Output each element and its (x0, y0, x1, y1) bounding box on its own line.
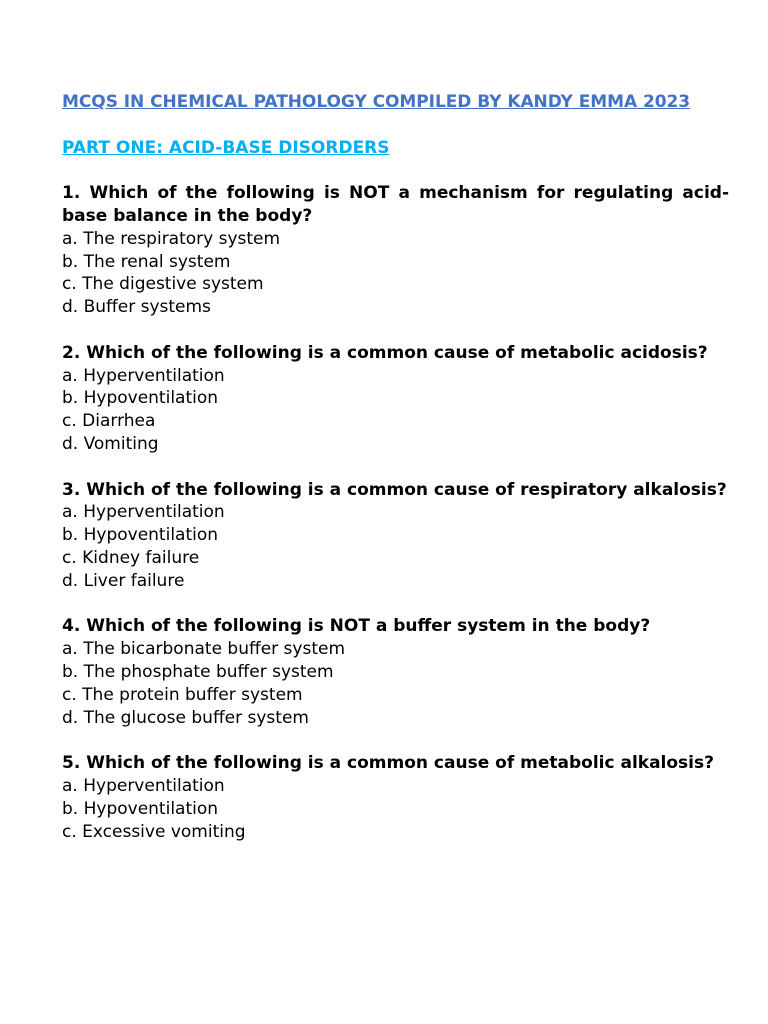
answer-option-d: d. Liver failure (62, 570, 185, 591)
answer-option-b: b. The renal system (62, 251, 231, 272)
question-stem: 4. Which of the following is NOT a buffer system in the body? (62, 616, 651, 637)
document-page (62, 91, 729, 843)
answer-options (62, 228, 729, 319)
answer-option-c: c. Kidney failure (62, 547, 200, 568)
answer-options (62, 638, 729, 729)
answer-option-b: b. Hypoventilation (62, 388, 219, 409)
answer-options (62, 365, 729, 456)
question-1 (62, 182, 729, 319)
question-stem: 2. Which of the following is a common cause of metabolic acidosis? (62, 342, 708, 363)
question-4 (62, 615, 729, 729)
answer-option-b: b. Hypoventilation (62, 525, 219, 546)
answer-options (62, 501, 729, 592)
question-stem: 1. Which of the following is NOT a mechanism for regulating acid-base balance in the body? (62, 183, 729, 226)
answer-option-b: b. Hypoventilation (62, 798, 219, 819)
part-heading: PART ONE: ACID-BASE DISORDERS (62, 137, 390, 158)
question-5 (62, 752, 729, 843)
answer-option-b: b. The phosphate buffer system (62, 661, 334, 682)
answer-option-d: d. Vomiting (62, 433, 159, 454)
answer-option-a: a. Hyperventilation (62, 502, 225, 523)
question-2 (62, 342, 729, 456)
answer-option-a: a. The respiratory system (62, 228, 281, 249)
question-stem: 5. Which of the following is a common cause of metabolic alkalosis? (62, 753, 714, 774)
answer-option-d: d. Buffer systems (62, 297, 211, 318)
document-title: MCQS IN CHEMICAL PATHOLOGY COMPILED BY KANDY EMMA 2023 (62, 92, 691, 112)
question-3 (62, 479, 729, 593)
answer-option-a: a. Hyperventilation (62, 365, 225, 386)
answer-option-a: a. Hyperventilation (62, 775, 225, 796)
answer-option-c: c. Diarrhea (62, 411, 156, 432)
answer-option-d: d. The glucose buffer system (62, 707, 309, 728)
answer-option-c: c. The protein buffer system (62, 684, 303, 705)
answer-option-c: c. The digestive system (62, 274, 264, 295)
answer-options (62, 775, 729, 843)
answer-option-c: c. Excessive vomiting (62, 821, 246, 842)
answer-option-a: a. The bicarbonate buffer system (62, 639, 346, 660)
question-stem: 3. Which of the following is a common cause of respiratory alkalosis? (62, 479, 727, 500)
